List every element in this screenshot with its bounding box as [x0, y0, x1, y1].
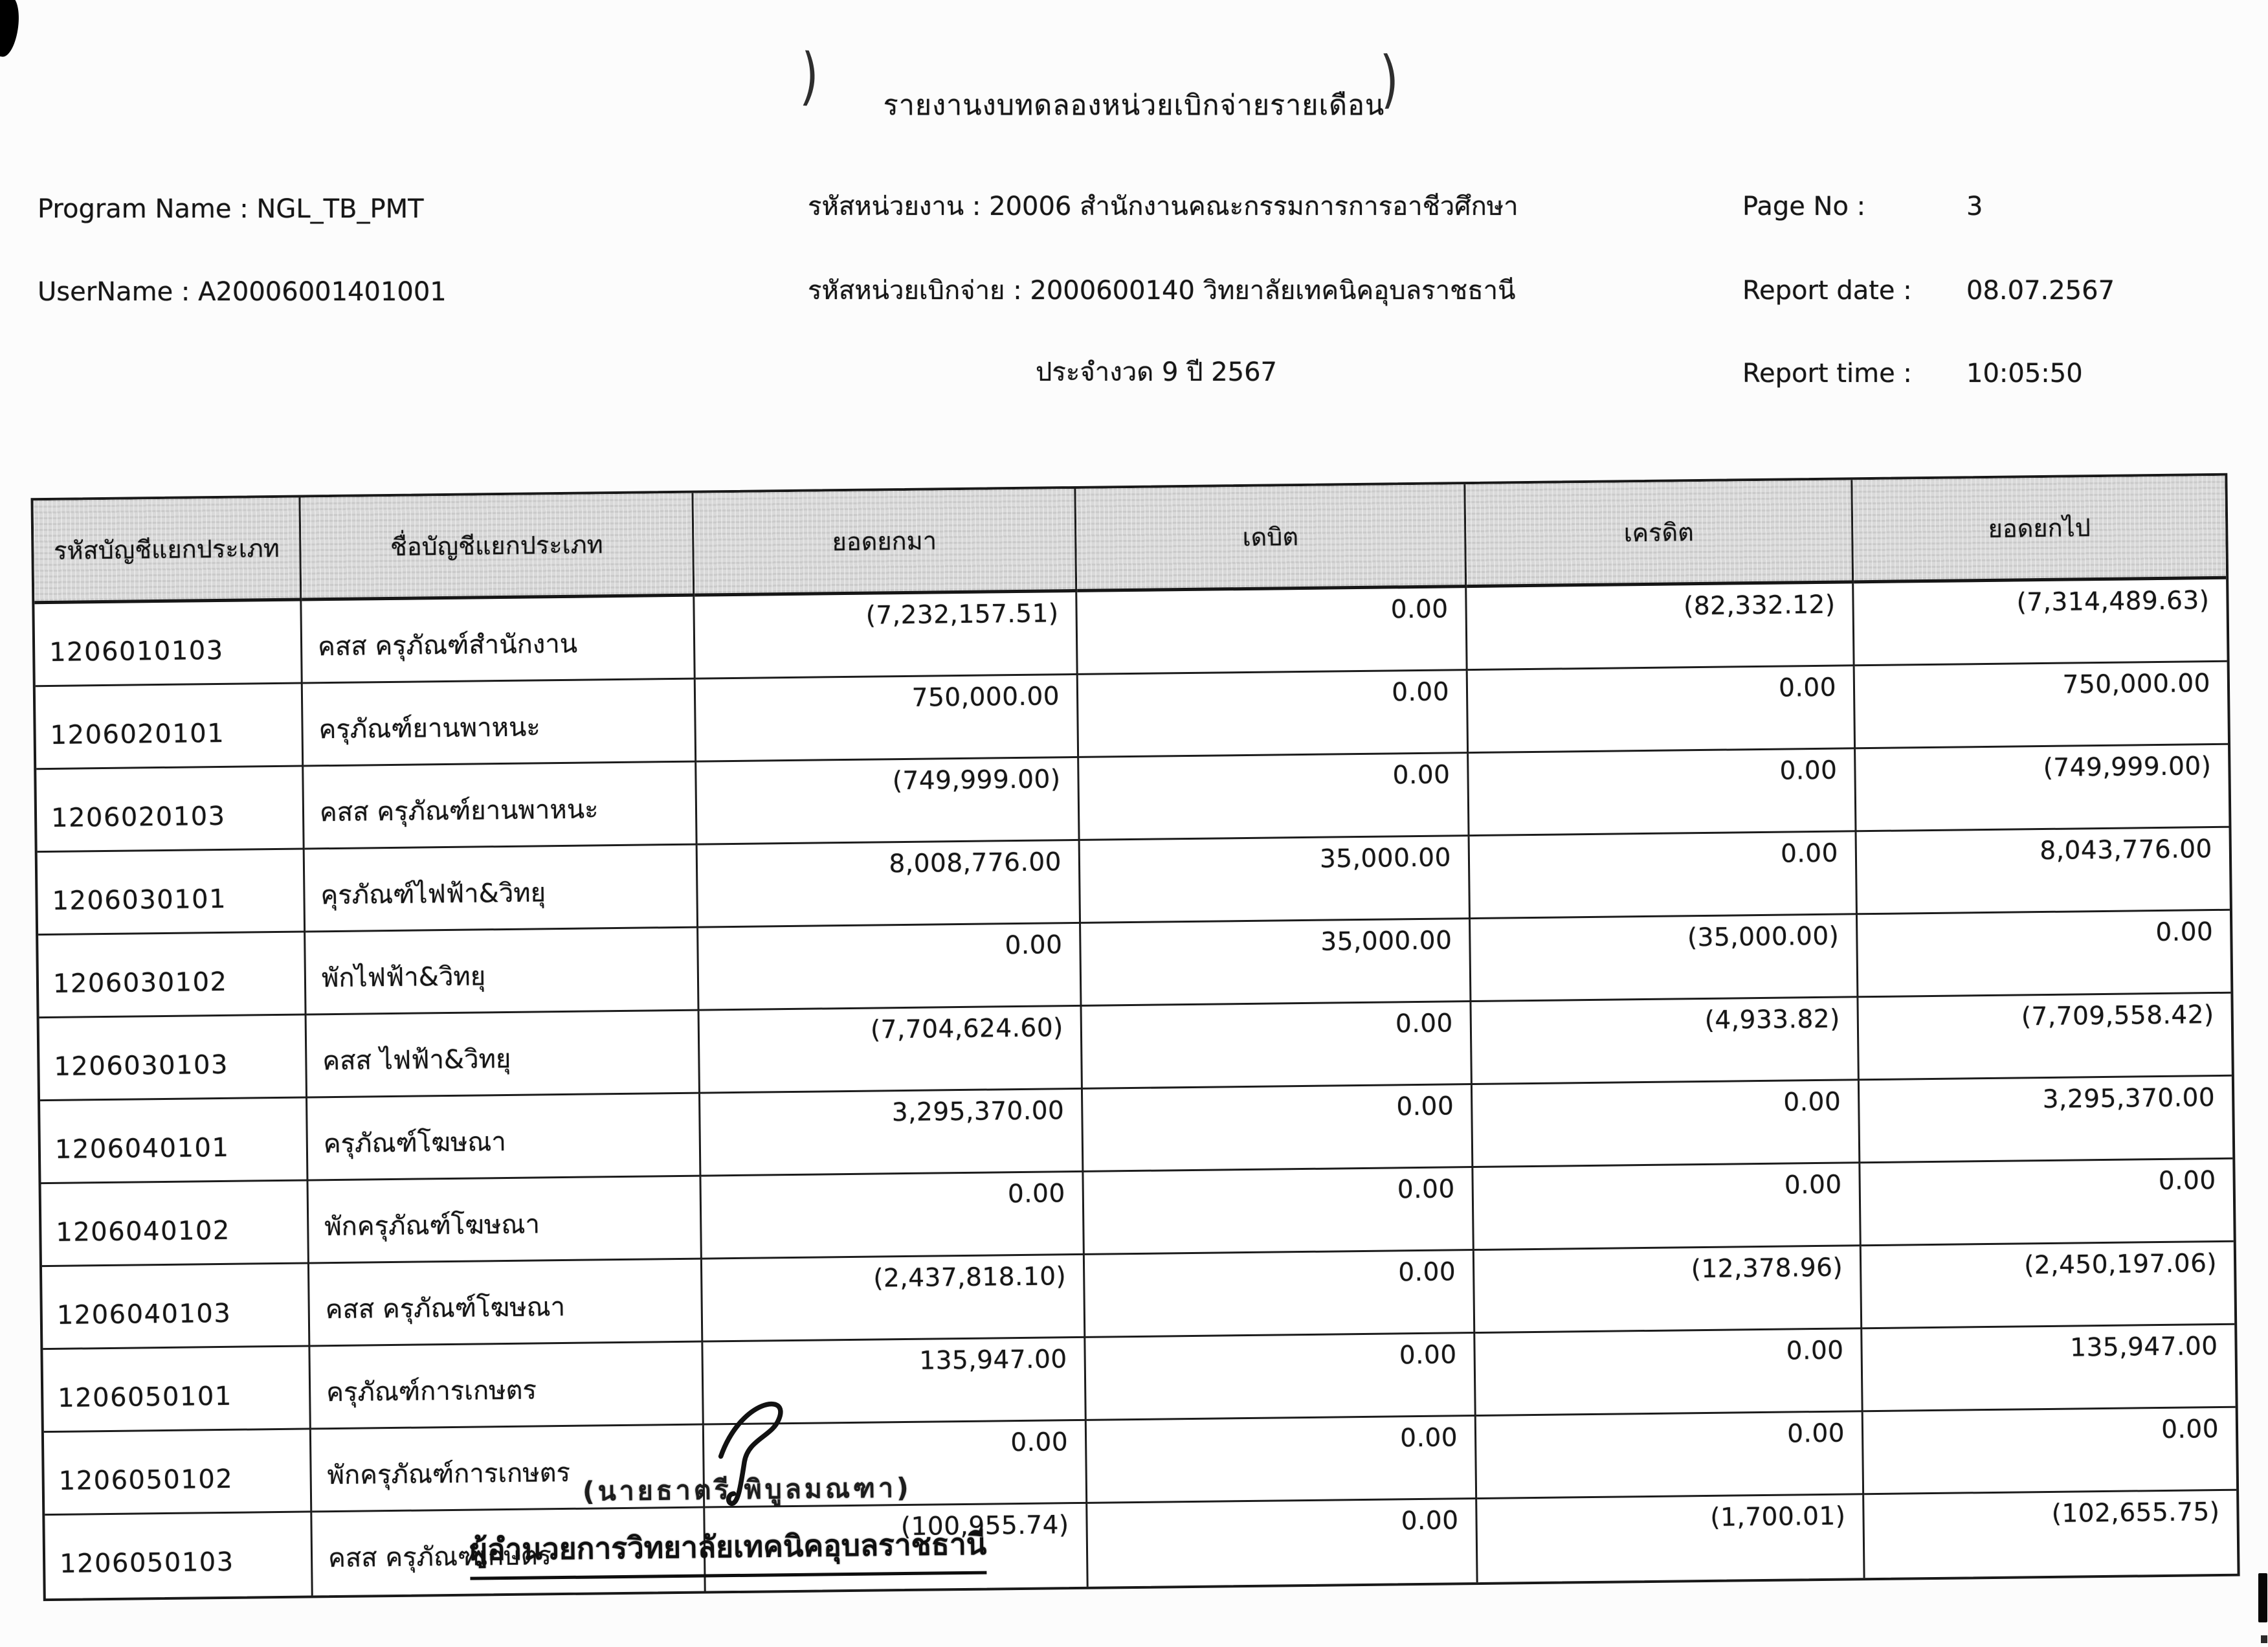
cell-debit: 0.00	[1079, 754, 1469, 841]
username-line	[38, 277, 447, 307]
cell-account-code: 1206040102	[41, 1181, 309, 1267]
column-header-debit: เดบิต	[1076, 484, 1467, 592]
cell-account-name: คสส ครุภัณฑ์ยานพาหนะ	[304, 763, 697, 850]
cell-account-code: 1206040103	[42, 1264, 310, 1350]
cell-balance-brought-forward: (2,437,818.10)	[702, 1255, 1085, 1343]
cell-account-code: 1206020101	[36, 684, 304, 770]
report-date-value: 08.07.2567	[1966, 276, 2115, 306]
trial-balance-table	[30, 473, 2240, 1601]
cell-balance-brought-forward: 135,947.00	[703, 1338, 1086, 1426]
cell-debit: 0.00	[1084, 1168, 1474, 1255]
cell-debit: 35,000.00	[1080, 836, 1471, 924]
cell-debit: 0.00	[1077, 588, 1467, 675]
cell-balance-brought-forward: (749,999.00)	[696, 758, 1080, 846]
cell-balance-carried-forward: 0.00	[1858, 911, 2230, 998]
page-title: รายงานงบทดลองหน่วยเบิกจ่ายรายเดือน	[883, 89, 1385, 122]
cell-balance-carried-forward: (7,709,558.42)	[1858, 994, 2231, 1081]
column-header-credit: เครดิต	[1465, 480, 1854, 588]
cell-credit: (1,700.01)	[1477, 1495, 1865, 1582]
cell-balance-brought-forward: 0.00	[698, 924, 1082, 1011]
stamp-signer-name: (นายธาตรี พิบูลมณฑา)	[582, 1472, 913, 1507]
cell-account-name: ครุภัณฑ์ยานพาหนะ	[303, 680, 696, 767]
column-header-balance-carried-forward: ยอดยกไป	[1852, 476, 2226, 584]
trial-balance-table-region	[30, 473, 2234, 1596]
cell-balance-carried-forward: (2,450,197.06)	[1862, 1242, 2234, 1330]
scan-artifact-right-edge-speck	[2261, 1635, 2267, 1643]
cell-account-name: พักครุภัณฑ์โฆษณา	[308, 1177, 702, 1264]
cell-credit: (4,933.82)	[1471, 998, 1859, 1085]
cell-account-name: คุรภัณฑ์ไฟฟ้า&วิทยุ	[305, 846, 698, 933]
cell-balance-brought-forward: (7,704,624.60)	[700, 1007, 1083, 1094]
cell-debit: 0.00	[1085, 1251, 1475, 1338]
cell-account-name: คสส ครุภัณฑ์สำนักงาน	[302, 597, 695, 684]
cell-account-code: 1206030102	[38, 932, 306, 1018]
cell-balance-brought-forward: 3,295,370.00	[700, 1090, 1084, 1177]
report-date-label: Report date :	[1742, 276, 1912, 306]
page-no-value: 3	[1966, 192, 1983, 221]
cell-account-name: คสส ไฟฟ้า&วิทยุ	[307, 1011, 700, 1099]
cell-balance-carried-forward: (7,314,489.63)	[1854, 579, 2227, 667]
cell-balance-carried-forward: 0.00	[1860, 1160, 2233, 1247]
username-label: UserName :	[38, 277, 190, 307]
cell-credit: 0.00	[1476, 1412, 1864, 1499]
cell-account-code: 1206050101	[43, 1347, 311, 1433]
cell-balance-brought-forward: 750,000.00	[696, 675, 1079, 763]
period-line: ประจำงวด 9 ปี 2567	[1036, 357, 1278, 387]
cell-account-code: 1206050103	[45, 1512, 313, 1598]
agency-code-line: รหัสหน่วยงาน : 20006 สำนักงานคณะกรรมการการอาชีวศึกษา	[808, 192, 1518, 221]
cell-balance-brought-forward: 0.00	[701, 1172, 1084, 1260]
cell-debit: 0.00	[1087, 1499, 1478, 1587]
cell-debit: 0.00	[1083, 1085, 1473, 1172]
cell-account-name: ครุภัณฑ์โฆษณา	[307, 1094, 701, 1182]
cell-credit: 0.00	[1469, 749, 1856, 836]
cell-balance-brought-forward: 0.00	[704, 1421, 1087, 1508]
program-name-value: NGL_TB_PMT	[256, 194, 424, 224]
column-header-account-name: ชื่อบัญชีแยกประเภท	[301, 493, 695, 601]
cell-account-name: พักครุภัณฑ์การเกษตร	[311, 1426, 705, 1513]
cell-credit: (35,000.00)	[1471, 915, 1858, 1002]
column-header-account-code: รหัสบัญชีแยกประเภท	[34, 498, 302, 605]
cell-balance-brought-forward: 8,008,776.00	[698, 841, 1081, 928]
scan-artifact-top-left	[0, 0, 22, 58]
cell-credit: 0.00	[1473, 1163, 1861, 1251]
cell-balance-carried-forward: 135,947.00	[1862, 1325, 2235, 1413]
cell-balance-carried-forward: 8,043,776.00	[1857, 828, 2230, 915]
cell-debit: 0.00	[1085, 1334, 1476, 1421]
cell-account-code: 1206010103	[34, 601, 302, 688]
cell-account-code: 1206030103	[39, 1015, 307, 1101]
cell-debit: 0.00	[1078, 671, 1469, 758]
column-header-balance-brought-forward: ยอดยกมา	[693, 489, 1077, 597]
scan-artifact-right-edge	[2258, 1573, 2267, 1622]
cell-balance-carried-forward: 3,295,370.00	[1860, 1077, 2232, 1164]
cell-balance-carried-forward: 750,000.00	[1855, 662, 2228, 750]
cell-balance-carried-forward: (102,655.75)	[2051, 1497, 2220, 1529]
cell-credit: 0.00	[1475, 1329, 1863, 1417]
cell-account-name: ครุภัณฑ์การเกษตร	[310, 1343, 704, 1430]
cell-balance-brought-forward: (7,232,157.51)	[695, 592, 1078, 680]
cell-account-code: 1206020103	[36, 767, 304, 853]
cell-debit: 0.00	[1087, 1417, 1477, 1504]
disbursement-code-line: รหัสหน่วยเบิกจ่าย : 2000600140 วิทยาลัยเทคนิคอุบลราชธานี	[808, 276, 1516, 306]
cell-account-name: คสส ครุภัณฑ์โฆษณา	[309, 1260, 703, 1347]
program-name-line	[38, 194, 424, 224]
username-value: A20006001401001	[198, 277, 447, 307]
cell-account-name: คสส ครุภัณฑ์เกษตร	[312, 1508, 706, 1596]
cell-balance-carried-forward: (749,999.00)	[1856, 745, 2229, 833]
scan-paren-artifact-left: )	[799, 39, 820, 113]
cell-debit: 0.00	[1082, 1002, 1473, 1090]
cell-account-name: พักไฟฟ้า&วิทยุ	[306, 928, 699, 1016]
cell-account-code: 1206030101	[38, 849, 306, 936]
program-name-label: Program Name :	[38, 194, 249, 224]
cell-credit: (82,332.12)	[1467, 583, 1854, 671]
scan-paren-artifact-right: )	[1379, 42, 1400, 116]
report-time-value: 10:05:50	[1966, 359, 2083, 388]
cell-debit: 35,000.00	[1081, 919, 1471, 1007]
cell-account-code: 1206050102	[44, 1429, 312, 1516]
cell-balance-carried-forward: 0.00	[1863, 1408, 2236, 1496]
cell-account-code: 1206040101	[40, 1098, 308, 1184]
cell-credit: 0.00	[1470, 832, 1858, 919]
cell-credit: 0.00	[1468, 666, 1856, 754]
cell-credit: (12,378.96)	[1474, 1246, 1862, 1334]
cell-balance-brought-forward: (100,955.74)	[705, 1504, 1088, 1591]
cell-credit: 0.00	[1473, 1081, 1860, 1168]
report-time-label: Report time :	[1742, 359, 1912, 388]
page-no-label: Page No :	[1742, 192, 1866, 221]
stamp-signer-title: ผู้อำนวยการวิทยาลัยเทคนิคอุบลราชธานี	[470, 1521, 987, 1580]
